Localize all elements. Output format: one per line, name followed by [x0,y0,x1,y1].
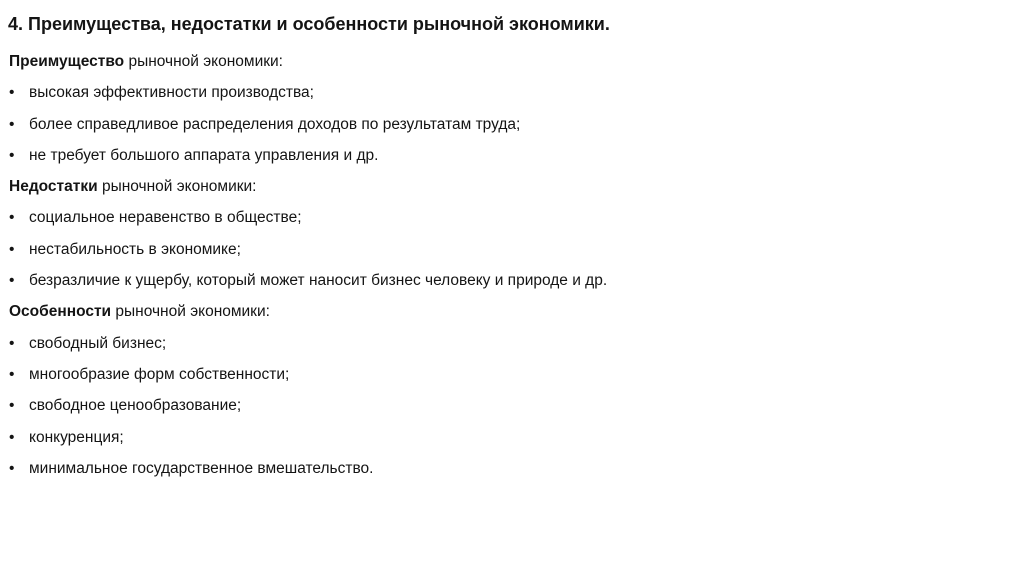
bullet-icon: • [9,365,15,383]
list-item [9,79,1009,110]
list-item-text: минимальное государственное вмешательство. [29,459,374,477]
bullet-icon: • [9,459,15,477]
bullet-icon: • [9,146,15,164]
list-item [9,392,1009,423]
bullet-icon: • [9,240,15,258]
list-item-text: конкуренция; [29,428,124,446]
slide-title: 4. Преимущества, недостатки и особенности рыночной экономики. [8,14,610,34]
list-item-text: более справедливое распределения доходов по результатам труда; [29,115,521,133]
bullet-icon: • [9,397,15,415]
section-heading-advantages [9,48,1009,79]
list-item [9,330,1009,361]
list-item [9,236,1009,267]
list-item [9,424,1009,455]
list-item-text: высокая эффективности производства; [29,84,314,102]
list-item [9,142,1009,173]
list-item-text: безразличие к ущербу, который может наносит бизнес человеку и природе и др. [29,272,608,290]
bullet-icon: • [9,209,15,227]
list-item [9,455,1009,486]
section-heading-bold: Недостатки [9,178,98,196]
bullet-icon: • [9,115,15,133]
section-heading-features [9,298,1009,329]
bullet-icon: • [9,334,15,352]
bullet-icon: • [9,272,15,290]
list-item-text: свободное ценообразование; [29,397,242,415]
section-heading-bold: Особенности [9,303,112,321]
slide-content [9,48,1009,486]
section-heading-rest: рыночной экономики: [124,53,283,70]
list-item [9,267,1009,298]
list-item-text: многообразие форм собственности; [29,365,290,383]
section-heading-disadvantages [9,173,1009,204]
list-item-text: не требует большого аппарата управления и др. [29,146,379,164]
list-item [9,111,1009,142]
list-item-text: свободный бизнес; [29,334,167,352]
section-heading-bold: Преимущество [9,53,125,70]
list-item-text: нестабильность в экономике; [29,240,241,258]
list-item-text: социальное неравенство в обществе; [29,209,302,227]
bullet-icon: • [9,84,15,102]
bullet-icon: • [9,428,15,446]
list-item [9,204,1009,235]
section-heading-rest: рыночной экономики: [111,303,270,321]
list-item [9,361,1009,392]
section-heading-rest: рыночной экономики: [97,178,257,196]
